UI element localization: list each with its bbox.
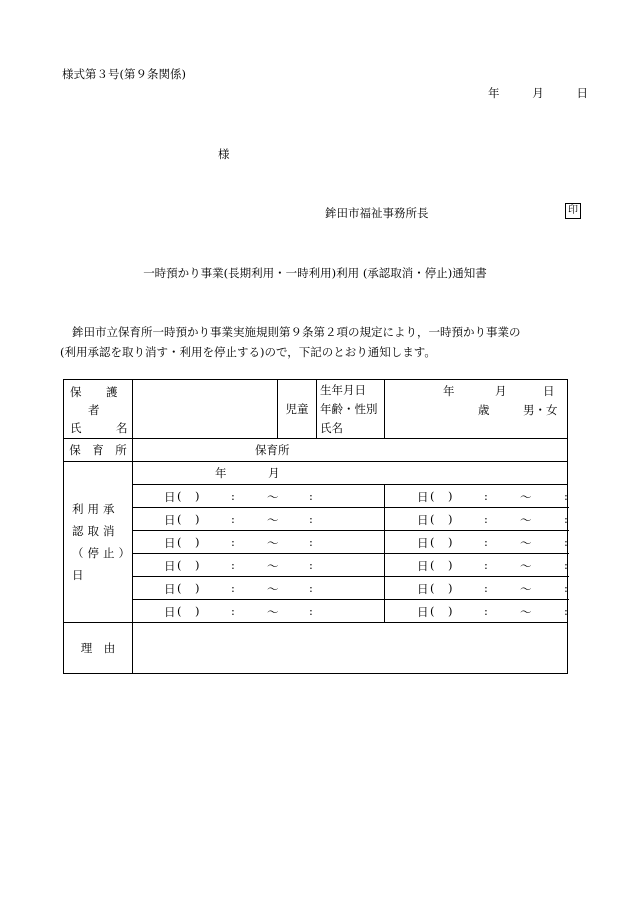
date-slot-right[interactable] (385, 577, 568, 600)
slot-open: ( (177, 581, 182, 595)
age-gender-label: 年齢・性別 (320, 401, 378, 416)
date-slot-left[interactable] (133, 600, 385, 623)
slot-colon: : (231, 535, 235, 549)
date-month-label: 月 (532, 86, 544, 100)
slot-close: ) (195, 512, 200, 526)
birth-year-label: 年 (443, 384, 455, 398)
slot-day: 日 (164, 605, 176, 619)
child-name-label: 氏名 (320, 420, 343, 435)
date-row (64, 554, 568, 577)
body-text (60, 322, 590, 362)
slot-open: ( (177, 558, 182, 572)
guardian-label-cell (64, 380, 133, 439)
date-row (64, 577, 568, 600)
slot-tilde: 〜 (520, 582, 532, 596)
slot-tilde: 〜 (267, 605, 279, 619)
reason-label: 理 由 (64, 623, 133, 674)
date-row (64, 508, 568, 531)
nursery-field[interactable] (133, 439, 568, 462)
nursery-suffix: 保育所 (255, 443, 290, 457)
slot-close: ) (448, 581, 453, 595)
slot-colon: : (231, 558, 235, 572)
slot-colon: : (564, 512, 568, 526)
slot-day: 日 (417, 536, 429, 550)
slot-open: ( (177, 604, 182, 618)
date-slot-right[interactable] (385, 508, 568, 531)
slot-tilde: 〜 (267, 536, 279, 550)
birth-month-label: 月 (495, 384, 507, 398)
slot-colon: : (564, 489, 568, 503)
slot-tilde: 〜 (520, 559, 532, 573)
birth-label: 生年月日 (320, 382, 366, 397)
slot-colon: : (484, 535, 488, 549)
date-slot-left[interactable] (133, 577, 385, 600)
slot-tilde: 〜 (267, 513, 279, 527)
slot-colon: : (231, 581, 235, 595)
date-slot-left[interactable] (133, 485, 385, 508)
slot-close: ) (195, 581, 200, 595)
slot-close: ) (448, 558, 453, 572)
notice-table (63, 379, 568, 674)
nursery-row (64, 439, 568, 462)
period-month-label: 月 (268, 466, 280, 480)
slot-day: 日 (164, 513, 176, 527)
slot-tilde: 〜 (520, 536, 532, 550)
slot-tilde: 〜 (267, 559, 279, 573)
date-row (64, 600, 568, 623)
slot-open: ( (430, 512, 435, 526)
date-slot-left[interactable] (133, 554, 385, 577)
child-label: 児童 (278, 380, 317, 439)
slot-tilde: 〜 (520, 490, 532, 504)
slot-colon: : (564, 535, 568, 549)
date-slot-right[interactable] (385, 485, 568, 508)
slot-open: ( (430, 558, 435, 572)
date-slot-right[interactable] (385, 600, 568, 623)
slot-colon: : (309, 535, 313, 549)
slot-colon: : (231, 604, 235, 618)
slot-tilde: 〜 (267, 582, 279, 596)
date-slot-right[interactable] (385, 531, 568, 554)
slot-colon: : (484, 581, 488, 595)
period-month-field[interactable] (133, 462, 568, 485)
slot-close: ) (448, 489, 453, 503)
date-row (64, 531, 568, 554)
guardian-char-3: 者 (88, 403, 100, 417)
slot-close: ) (195, 489, 200, 503)
slot-open: ( (177, 535, 182, 549)
reason-row (64, 623, 568, 674)
slot-day: 日 (164, 536, 176, 550)
date-year-label: 年 (488, 86, 500, 100)
slot-colon: : (564, 604, 568, 618)
date-slot-right[interactable] (385, 554, 568, 577)
date-slot-left[interactable] (133, 531, 385, 554)
addressee-honorific: 様 (218, 147, 230, 161)
guardian-char-1: 保 (70, 385, 82, 399)
guardian-char-2: 護 (106, 385, 118, 399)
slot-colon: : (484, 604, 488, 618)
slot-tilde: 〜 (267, 490, 279, 504)
slot-open: ( (430, 489, 435, 503)
guardian-char-4: 氏 (70, 421, 82, 435)
slot-open: ( (177, 489, 182, 503)
issue-date (488, 85, 588, 101)
form-number: 様式第３号(第９条関係) (62, 67, 186, 81)
slot-close: ) (195, 604, 200, 618)
slot-close: ) (195, 558, 200, 572)
slot-day: 日 (164, 582, 176, 596)
slot-colon: : (564, 558, 568, 572)
slot-tilde: 〜 (520, 513, 532, 527)
slot-open: ( (177, 512, 182, 526)
period-month-row (64, 462, 568, 485)
slot-colon: : (231, 512, 235, 526)
birth-values-field[interactable] (385, 380, 568, 439)
slot-close: ) (448, 604, 453, 618)
slot-colon: : (309, 489, 313, 503)
slot-tilde: 〜 (520, 605, 532, 619)
slot-colon: : (484, 489, 488, 503)
seal-mark: 印 (565, 203, 581, 219)
body-line-2: (利用承認を取り消す・利用を停止する)ので，下記のとおり通知します。 (60, 345, 436, 359)
guardian-char-5: 名 (116, 421, 128, 435)
date-day-label: 日 (576, 86, 588, 100)
slot-day: 日 (417, 559, 429, 573)
slot-colon: : (309, 604, 313, 618)
slot-day: 日 (164, 559, 176, 573)
period-label: 利用承認取消（停止）日 (64, 462, 133, 623)
birth-labels-cell (317, 380, 385, 439)
nursery-label: 保 育 所 (64, 439, 133, 462)
age-label: 歳 (478, 403, 490, 417)
slot-colon: : (484, 512, 488, 526)
slot-colon: : (309, 558, 313, 572)
birth-day-label: 日 (543, 384, 555, 398)
slot-close: ) (195, 535, 200, 549)
issuer-name: 鉾田市福祉事務所長 (325, 206, 429, 220)
date-row (64, 485, 568, 508)
slot-close: ) (448, 535, 453, 549)
guardian-row (64, 380, 568, 439)
slot-colon: : (309, 581, 313, 595)
slot-day: 日 (417, 582, 429, 596)
guardian-name-field[interactable] (133, 380, 278, 439)
slot-open: ( (430, 604, 435, 618)
slot-colon: : (564, 581, 568, 595)
document-title: 一時預かり事業(長期利用・一時利用)利用 (承認取消・停止)通知書 (143, 266, 487, 280)
date-slot-left[interactable] (133, 508, 385, 531)
gender-label: 男・女 (523, 403, 558, 417)
slot-colon: : (484, 558, 488, 572)
slot-colon: : (309, 512, 313, 526)
body-line-1: 鉾田市立保育所一時預かり事業実施規則第９条第２項の規定により，一時預かり事業の (72, 325, 521, 339)
slot-close: ) (448, 512, 453, 526)
slot-day: 日 (164, 490, 176, 504)
slot-colon: : (231, 489, 235, 503)
reason-field[interactable] (133, 623, 568, 674)
slot-open: ( (430, 535, 435, 549)
period-year-label: 年 (215, 466, 227, 480)
slot-day: 日 (417, 513, 429, 527)
slot-day: 日 (417, 490, 429, 504)
slot-day: 日 (417, 605, 429, 619)
slot-open: ( (430, 581, 435, 595)
